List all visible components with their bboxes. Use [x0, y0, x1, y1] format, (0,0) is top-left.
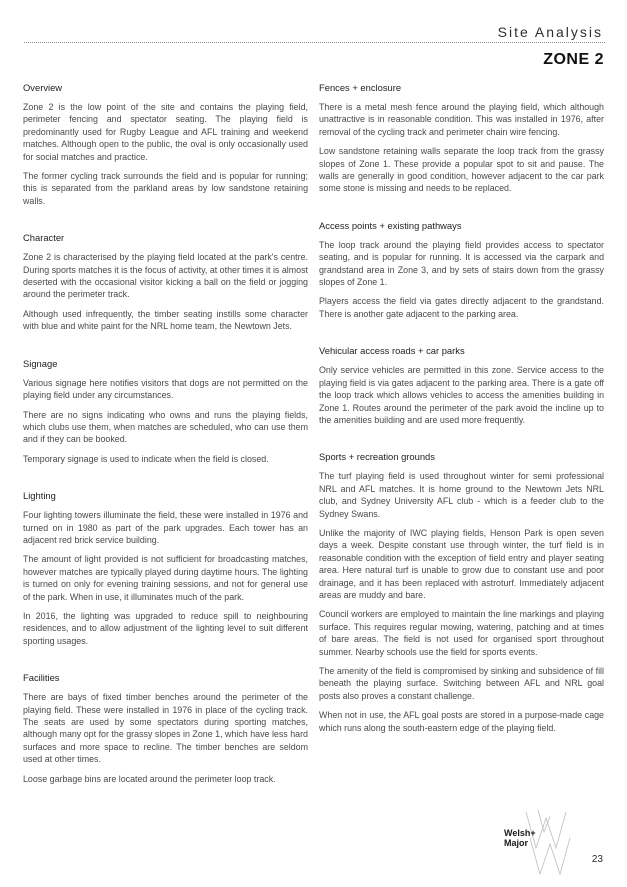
logo-line-1: Welsh+: [504, 828, 536, 838]
section: [23, 232, 308, 332]
section: [23, 672, 308, 785]
paragraph: In 2016, the lighting was upgraded to reduce spill to neighbouring residences, and to allow adjustment of the lighting level to suit different sporting usages.: [23, 610, 308, 646]
paragraph: Temporary signage is used to indicate when the field is closed.: [23, 453, 269, 464]
paragraph: The amenity of the field is compromised by sinking and subsidence of fill beneath the playing surface. Switching between AFL and NRL goal posts also proves a constant challenge.: [319, 666, 604, 701]
header-divider: [24, 42, 605, 43]
paragraph: Only service vehicles are permitted in this zone. Service access to the playing field is via gates adjacent to the parking area. There is a gate off the loop track which allows vehicles to access the amenities building in Zone 1. Routes around the perimeter of the park avoid the incline up to the amenities building and are used more frequently.: [319, 365, 604, 425]
left-column: [23, 82, 308, 810]
paragraph: Low sandstone retaining walls separate the loop track from the grassy slopes of Zone 1. These provide a popular spot to sit and pause. The walls are generally in good condition, however adjacent to the car park some stone is missing and needs to be replaced.: [319, 146, 604, 194]
paragraph: Unlike the majority of IWC playing fields, Henson Park is open seven days a week. Despite constant use through winter, the turf field is in reasonable condition with the exception of field entry and player seating area. Here natural turf is unable to grow due to constant use and poor drainage, and it has been replaced with astroturf. Immediately adjacent areas are muddy and bare.: [319, 527, 604, 600]
section-heading: Access points + existing pathways: [319, 219, 462, 231]
section-heading: Fences + enclosure: [319, 82, 402, 93]
zone-heading: ZONE 2: [543, 51, 604, 68]
paragraph: The loop track around the playing field provides access to spectator seating, and is popular for running. It is accessed via the carpark and grandstand area in Zone 3, and by sets of stairs down from the grassy slopes of Zone 1.: [319, 239, 604, 288]
paragraph: Zone 2 is characterised by the playing field located at the park's centre. During sports matches it is the focus of activity, at other times it is almost deserted with the occasional visitor kicking a ball on the field or jogging around the perimeter track.: [23, 252, 308, 300]
paragraph: When not in use, the AFL goal posts are stored in a purpose-made cage which runs along the south-eastern edge of the playing field.: [319, 710, 604, 733]
paragraph: The amount of light provided is not sufficient for broadcasting matches, however matches are typically played during daytime hours. The lighting is turned on only for evening training sessions, and not for general use of the park. When in use, it illuminates much of the park.: [23, 554, 308, 602]
logo-line-2: Major: [504, 838, 529, 848]
section-title: Site Analysis: [497, 24, 603, 40]
paragraph: There are no signs indicating who owns and runs the playing fields, which clubs use them, when matches are scheduled, who can use them and if they can be booked.: [23, 409, 308, 445]
paragraph: There is a metal mesh fence around the playing field, which although unattractive is in reasonable condition. This was installed in 1976, after removal of the cycling track and perimeter chain wire fencing.: [319, 102, 604, 137]
paragraph: Players access the field via gates directly adjacent to the grandstand. There is another gate adjacent to the parking area.: [319, 296, 604, 319]
paragraph: Four lighting towers illuminate the field, these were installed in 1976 and turned on in 1980 as part of the park upgrades. Each tower has an adjacent red brick service building.: [23, 510, 308, 545]
section-heading: Overview: [23, 82, 63, 93]
paragraph: The former cycling track surrounds the field and is popular for running; this is separated from the parkland areas by low sandstone retaining walls.: [23, 171, 308, 206]
section-heading: Lighting: [23, 490, 56, 502]
section-heading: Vehicular access roads + car parks: [319, 345, 465, 357]
welsh-major-logo: [500, 808, 580, 878]
section: [319, 82, 604, 195]
section: [23, 82, 308, 207]
section-heading: Facilities: [23, 672, 60, 684]
paragraph: Council workers are employed to maintain the line markings and playing surface. This requires regular mowing, watering, patching and at times of bare areas. The field is not used for organised sport throughout summer. Nearby schools use the field for sports events.: [319, 609, 604, 657]
paragraph: Zone 2 is the low point of the site and contains the playing field, perimeter fencing and spectator seating. The playing field is predominantly used for Rugby League and AFL training and weekend matches. Although open to the public, the oval is only occasionally used for social matches and practice.: [23, 102, 308, 162]
section-heading: Signage: [23, 357, 58, 369]
section: [319, 220, 604, 320]
section: [319, 345, 604, 426]
paragraph: There are bays of fixed timber benches around the perimeter of the playing field. These were installed in 1976 in place of the cycling track. The seats are used by some spectators during sporting matches, although many opt for the grassy slopes in Zone 1, which have less hard surfaces and more space to recline. The timber benches are seldom used at other times.: [23, 692, 308, 765]
logo-text: [504, 828, 536, 848]
section: [319, 451, 604, 734]
paragraph: The turf playing field is used throughout winter for semi professional NRL and AFL matches. It is home ground to the Newtown Jets NRL club, and Sydney University AFL club - which is a feeder club to the Sydney Swans.: [319, 471, 604, 519]
section: [23, 358, 308, 465]
paragraph: Although used infrequently, the timber seating instills some character with blue and white paint for the NRL home team, the Newtown Jets.: [23, 308, 308, 332]
paragraph: Various signage here notifies visitors that dogs are not permitted on the playing field under any circumstances.: [23, 377, 308, 401]
section: [23, 490, 308, 647]
right-column: [319, 82, 604, 759]
paragraph: Loose garbage bins are located around the perimeter loop track.: [23, 773, 276, 784]
section-heading: Sports + recreation grounds: [319, 451, 435, 463]
section-heading: Character: [23, 232, 65, 244]
page-number: 23: [591, 854, 603, 865]
